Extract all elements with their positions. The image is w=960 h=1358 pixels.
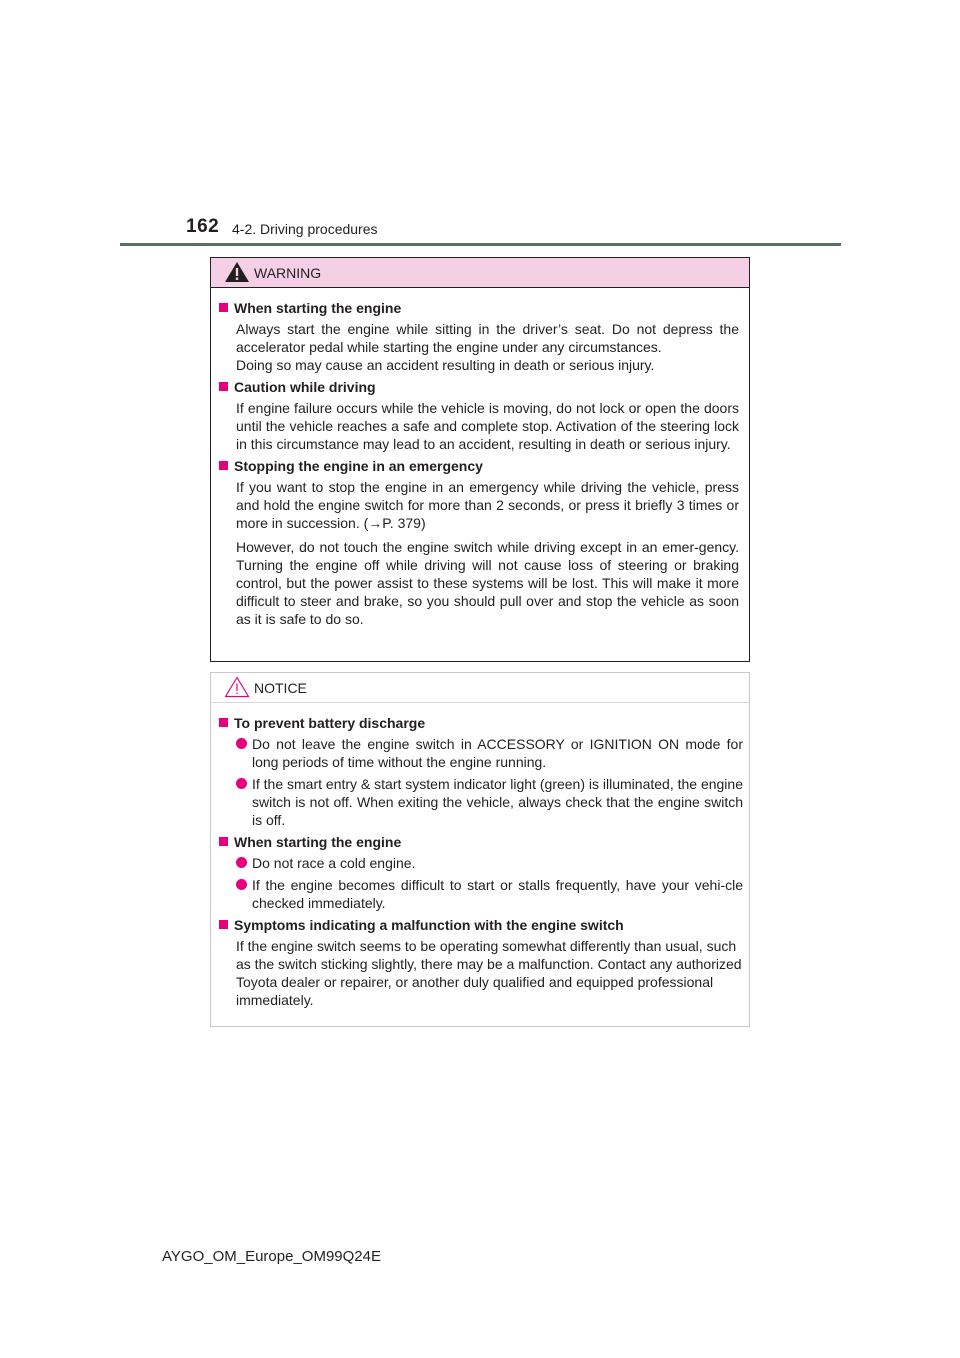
list-item — [218, 854, 743, 872]
square-bullet-icon — [219, 837, 228, 846]
notice-paragraph: If the engine switch seems to be operating somewhat differently than usual, such as the switch sticking slightly, there may be a malfunction. Contact any authorized Toyota dealer or repairer, or another duly qualified and equipped professional immediately. — [236, 938, 742, 1008]
square-bullet-icon — [219, 461, 228, 470]
warning-paragraph: Always start the engine while sitting in the driver’s seat. Do not depress the accelerator pedal while starting the engine under any circumstances. — [236, 321, 739, 355]
notice-header — [211, 673, 749, 703]
square-bullet-icon — [219, 920, 228, 929]
list-item — [218, 775, 743, 829]
section-title: 4-2. Driving procedures — [232, 221, 378, 237]
square-bullet-icon — [219, 382, 228, 391]
heading-text: When starting the engine — [234, 300, 402, 316]
dot-bullet-icon — [236, 738, 247, 749]
notice-body — [211, 703, 749, 1009]
header-rule — [120, 243, 841, 246]
warning-paragraph: Doing so may cause an accident resulting in death or serious injury. — [236, 357, 655, 373]
dot-bullet-icon — [236, 778, 247, 789]
warning-label: WARNING — [254, 265, 322, 281]
warning-header — [211, 258, 749, 288]
warning-paragraph: If engine failure occurs while the vehicle is moving, do not lock or open the doors until the vehicle reaches a safe and complete stop. Activation of the steering lock in this circumstance may lead to an accident, resulting in death or serious injury. — [236, 400, 739, 452]
warning-heading — [218, 457, 739, 475]
warning-triangle-icon — [224, 261, 250, 283]
dot-bullet-icon — [236, 857, 247, 868]
notice-heading — [218, 714, 743, 732]
notice-label: NOTICE — [254, 680, 307, 696]
notice-section — [218, 714, 743, 829]
warning-heading — [218, 378, 739, 396]
list-item-text: Do not leave the engine switch in ACCESSORY or IGNITION ON mode for long periods of time without the engine running. — [252, 736, 743, 770]
list-item-text: Do not race a cold engine. — [252, 855, 416, 871]
notice-box — [210, 672, 750, 1027]
heading-text: When starting the engine — [234, 834, 402, 850]
warning-paragraph: If you want to stop the engine in an emergency while driving the vehicle, press and hold the engine switch for more than 2 seconds, or press it briefly 3 times or more in succession. (→P. 379) — [236, 479, 739, 531]
page-number: 162 — [186, 216, 220, 237]
heading-text: Caution while driving — [234, 379, 376, 395]
notice-heading — [218, 833, 743, 851]
warning-paragraph: However, do not touch the engine switch while driving except in an emer-gency. Turning the engine off while driving will not cause loss of steering or braking control, but the power assist to these systems will be lost. This will make it more difficult to steer and brake, so you should pull over and stop the vehicle as soon as it is safe to do so. — [236, 539, 739, 627]
notice-section — [218, 833, 743, 912]
warning-section — [218, 378, 739, 453]
list-item-text: If the smart entry & start system indicator light (green) is illuminated, the engine switch is not off. When exiting the vehicle, always check that the engine switch is off. — [252, 776, 743, 828]
dot-bullet-icon — [236, 879, 247, 890]
warning-section — [218, 457, 739, 628]
warning-heading — [218, 299, 739, 317]
square-bullet-icon — [219, 303, 228, 312]
heading-text: Stopping the engine in an emergency — [234, 458, 483, 474]
list-item — [218, 735, 743, 771]
notice-triangle-icon — [224, 676, 250, 698]
notice-heading — [218, 916, 743, 934]
warning-body — [211, 288, 749, 628]
list-item-text: If the engine becomes difficult to start or stalls frequently, have your vehi-cle checked immediately. — [252, 877, 743, 911]
list-item — [218, 876, 743, 912]
warning-section — [218, 299, 739, 374]
warning-box — [210, 257, 750, 662]
heading-text: Symptoms indicating a malfunction with the engine switch — [234, 917, 624, 933]
notice-section — [218, 916, 743, 1009]
heading-text: To prevent battery discharge — [234, 715, 426, 731]
square-bullet-icon — [219, 718, 228, 727]
footer-doc-code: AYGO_OM_Europe_OM99Q24E — [162, 1248, 381, 1265]
